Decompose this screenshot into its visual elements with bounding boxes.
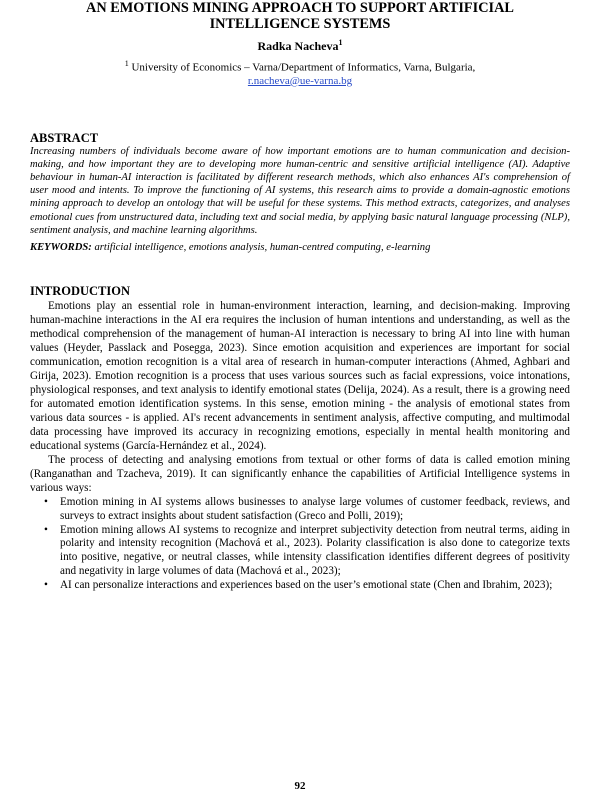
keywords-label: KEYWORDS: (30, 242, 92, 254)
author-superscript: 1 (338, 38, 343, 47)
introduction-heading: INTRODUCTION (30, 284, 131, 299)
list-item (44, 579, 570, 593)
affiliation (30, 57, 570, 75)
bullet-glyph: • (44, 523, 48, 536)
author-text: Radka Nacheva (257, 39, 339, 53)
list-item-text: Emotion mining allows AI systems to recognize and interpret subjectivity detection from neutral terms, aiding in polarity and intensity recognition (Machová et al., 2023). Polarity classification is also done to categorize texts into positive, negative, or neutral classes, while intensity classification identifies different degrees of positivity and negativity in large volumes of data (Machová et al., 2023); (60, 523, 570, 578)
list-item-text: Emotion mining in AI systems allows businesses to analyse large volumes of customer feedback, reviews, and surveys to extract insights about student satisfaction (Greco and Polli, 2019); (60, 495, 570, 522)
list-item (44, 496, 570, 524)
page-number: 92 (294, 780, 306, 792)
title-line-2: INTELLIGENCE SYSTEMS (209, 16, 391, 32)
bullet-glyph: • (44, 495, 48, 508)
abstract-text: Increasing numbers of individuals become aware of how important emotions are to human communication and decision-making, and how important they are to developing more human-centric and sensitive artificial intelligence (AI). Adaptive behaviour in human-AI interaction is facilitated by different research methods, which also enhances AI's comprehension of user mood and intents. To improve the functioning of AI systems, this research aims to provide a domain-agnostic emotions mining approach to develop an ontology that will be useful for these systems. This method extracts, categorizes, and analyses emotional cues from unstructured data, including text and social media, by applying basic natural language processing (NLP), sentiment analysis, and machine learning algorithms. (30, 145, 570, 236)
list-item (44, 524, 570, 580)
affiliation-text: University of Economics – Varna/Department of Informatics, Varna, Bulgaria, (131, 61, 476, 74)
bullet-list (30, 496, 570, 594)
bullet-glyph: • (44, 579, 48, 592)
list-item-text: AI can personalize interactions and experiences based on the user’s emotional state (Chen and Ibrahim, 2023); (60, 579, 553, 592)
paper-title (30, 0, 570, 32)
abstract-heading: ABSTRACT (30, 130, 99, 145)
affiliation-superscript: 1 (124, 59, 129, 68)
author-email-link[interactable]: r.nacheva@ue-varna.bg (247, 74, 353, 87)
keywords (30, 241, 570, 254)
title-line-1: AN EMOTIONS MINING APPROACH TO SUPPORT ARTIFICIAL (86, 0, 514, 16)
intro-paragraph-1: Emotions play an essential role in human-environment interaction, learning, and decision-making. Improving human-machine interactions in the AI era requires the inclusion of human intentions and understanding, as well as the methodical comprehension of the management of human-AI interaction is necessary to bring AI into line with human values (Heyder, Passlack and Posegga, 2023). Since emotion acquisition and experiences are important for social communication, emotion recognition is a vital area of research in human-computer interactions (Ahmed, Aghbari and Girija, 2023). Emotion recognition is a process that uses various sources such as facial expressions, voice intonations, physiological responses, and text analysis to identify emotional states (Delija, 2024). As a result, there is a growing need for automated emotion identification systems. In this sense, emotion mining - the analysis of emotional states from various data sources - is applied. AI's recent advancements in sentiment analysis, affective computing, and multimodal data processing have improved its accuracy in recognizing emotions, especially in mental health monitoring and educational systems (García-Hernández et al., 2024). (30, 300, 570, 452)
keywords-text: artificial intelligence, emotions analysis, human-centred computing, e-learning (94, 242, 431, 254)
author-name (30, 35, 570, 54)
intro-paragraph-2: The process of detecting and analysing emotions from textual or other forms of data is called emotion mining (Ranganathan and Tzacheva, 2019). It can significantly enhance the capabilities of Artificial Intelligence systems in various ways: (30, 453, 570, 494)
